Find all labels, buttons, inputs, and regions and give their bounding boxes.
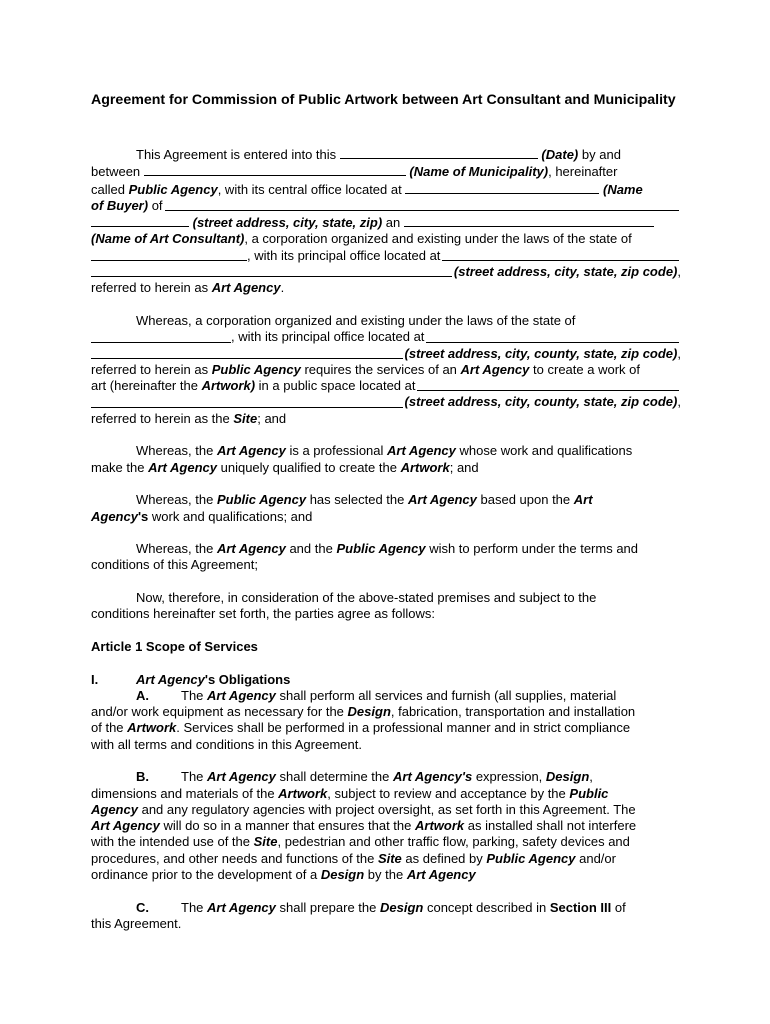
- whereas-3-line-1: Whereas, the Public Agency has selected the Art Agency based upon the Art: [136, 492, 593, 508]
- office-blank[interactable]: [405, 181, 599, 194]
- preamble-line-1: This Agreement is entered into this (Date) by and: [136, 147, 621, 162]
- item-b-line-4: Art Agency will do so in a manner that ensures that the Artwork as installed shall not interfere: [91, 818, 637, 834]
- whereas-3-line-2: Agency's work and qualifications; and: [91, 508, 313, 524]
- item-b-line-1: B. The Art Agency shall determine the Art Agency's expression, Design,: [136, 769, 593, 785]
- item-a-line-2: and/or work equipment as necessary for the Design, fabrication, transportation and installation: [91, 704, 636, 720]
- date-blank[interactable]: [340, 146, 538, 159]
- item-a-line-4: with all terms and conditions in this Agreement.: [91, 736, 362, 752]
- site-address-blank[interactable]: [91, 395, 403, 408]
- preamble-line-9: referred to herein as Art Agency.: [91, 280, 285, 296]
- item-b-line-3: Agency and any regulatory agencies with project oversight, as set forth in this Agreement. The: [91, 801, 636, 817]
- whereas-1-line-1: Whereas, a corporation organized and existing under the laws of the state of: [136, 312, 576, 328]
- item-a-line-1: A. The Art Agency shall perform all services and furnish (all supplies, material: [136, 687, 617, 703]
- preamble-line-4: of Buyer) of: [91, 198, 681, 214]
- preamble-line-3: called Public Agency, with its central office located at (Name: [91, 181, 643, 197]
- buyer-address-blank-2[interactable]: [91, 214, 189, 227]
- whereas-1-line-5: art (hereinafter the Artwork) in a public space located at: [91, 378, 681, 394]
- whereas-4-line-1: Whereas, the Art Agency and the Public Agency wish to perform under the terms and: [136, 541, 639, 557]
- municipality-blank[interactable]: [144, 163, 406, 176]
- preamble-line-8: (street address, city, state, zip code) ,: [91, 264, 681, 280]
- preamble-line-7: , with its principal office located at: [91, 248, 681, 264]
- item-b-line-6: procedures, and other needs and functions of the Site as defined by Public Agency and/or: [91, 850, 616, 866]
- document-title: Agreement for Commission of Public Artwork between Art Consultant and Municipality: [91, 92, 676, 108]
- buyer-address-blank[interactable]: [165, 198, 679, 211]
- article-1-heading: Article 1 Scope of Services: [91, 638, 258, 654]
- item-c-line-1: C. The Art Agency shall prepare the Design concept described in Section III of: [136, 899, 626, 915]
- whereas-1-line-7: referred to herein as the Site; and: [91, 410, 287, 426]
- agency-address-blank[interactable]: [91, 346, 403, 359]
- whereas-2-line-1: Whereas, the Art Agency is a professional Art Agency whose work and qualifications: [136, 443, 633, 459]
- item-b-line-5: with the intended use of the Site, pedestrian and other traffic flow, parking, safety devices and: [91, 834, 630, 850]
- whereas-1-line-2: , with its principal office located at: [91, 329, 681, 345]
- consultant-address-blank[interactable]: [91, 264, 452, 277]
- whereas-2-line-2: make the Art Agency uniquely qualified to create the Artwork; and: [91, 459, 479, 475]
- section-1-heading: I. Art Agency's Obligations: [91, 671, 291, 687]
- principal-office-blank-2[interactable]: [426, 330, 679, 343]
- whereas-4-line-2: conditions of this Agreement;: [91, 557, 258, 573]
- whereas-1-line-4: referred to herein as Public Agency requires the services of an Art Agency to create a work of: [91, 361, 640, 377]
- now-therefore-line-2: conditions hereinafter set forth, the parties agree as follows:: [91, 606, 435, 622]
- document-body: [91, 146, 681, 932]
- preamble-line-5: (street address, city, state, zip) an: [91, 214, 681, 231]
- whereas-1-line-6: (street address, city, county, state, zip code) ,: [91, 394, 681, 410]
- item-a-line-3: of the Artwork. Services shall be performed in a professional manner and in strict compliance: [91, 720, 631, 736]
- preamble-line-6: (Name of Art Consultant), a corporation organized and existing under the laws of the state of: [91, 231, 632, 247]
- public-space-blank[interactable]: [417, 378, 679, 391]
- item-b-line-2: dimensions and materials of the Artwork, subject to review and acceptance by the Public: [91, 785, 609, 801]
- now-therefore-line-1: Now, therefore, in consideration of the above-stated premises and subject to the: [136, 590, 597, 606]
- preamble-line-2: between (Name of Municipality), hereinafter: [91, 164, 618, 180]
- consultant-blank[interactable]: [404, 214, 654, 227]
- principal-office-blank[interactable]: [442, 248, 679, 261]
- item-c-line-2: this Agreement.: [91, 915, 182, 931]
- whereas-1-line-3: (street address, city, county, state, zip code) ,: [91, 346, 681, 362]
- state-blank[interactable]: [91, 248, 247, 261]
- item-b-line-7: ordinance prior to the development of a Design by the Art Agency: [91, 867, 476, 883]
- state-blank-2[interactable]: [91, 330, 231, 343]
